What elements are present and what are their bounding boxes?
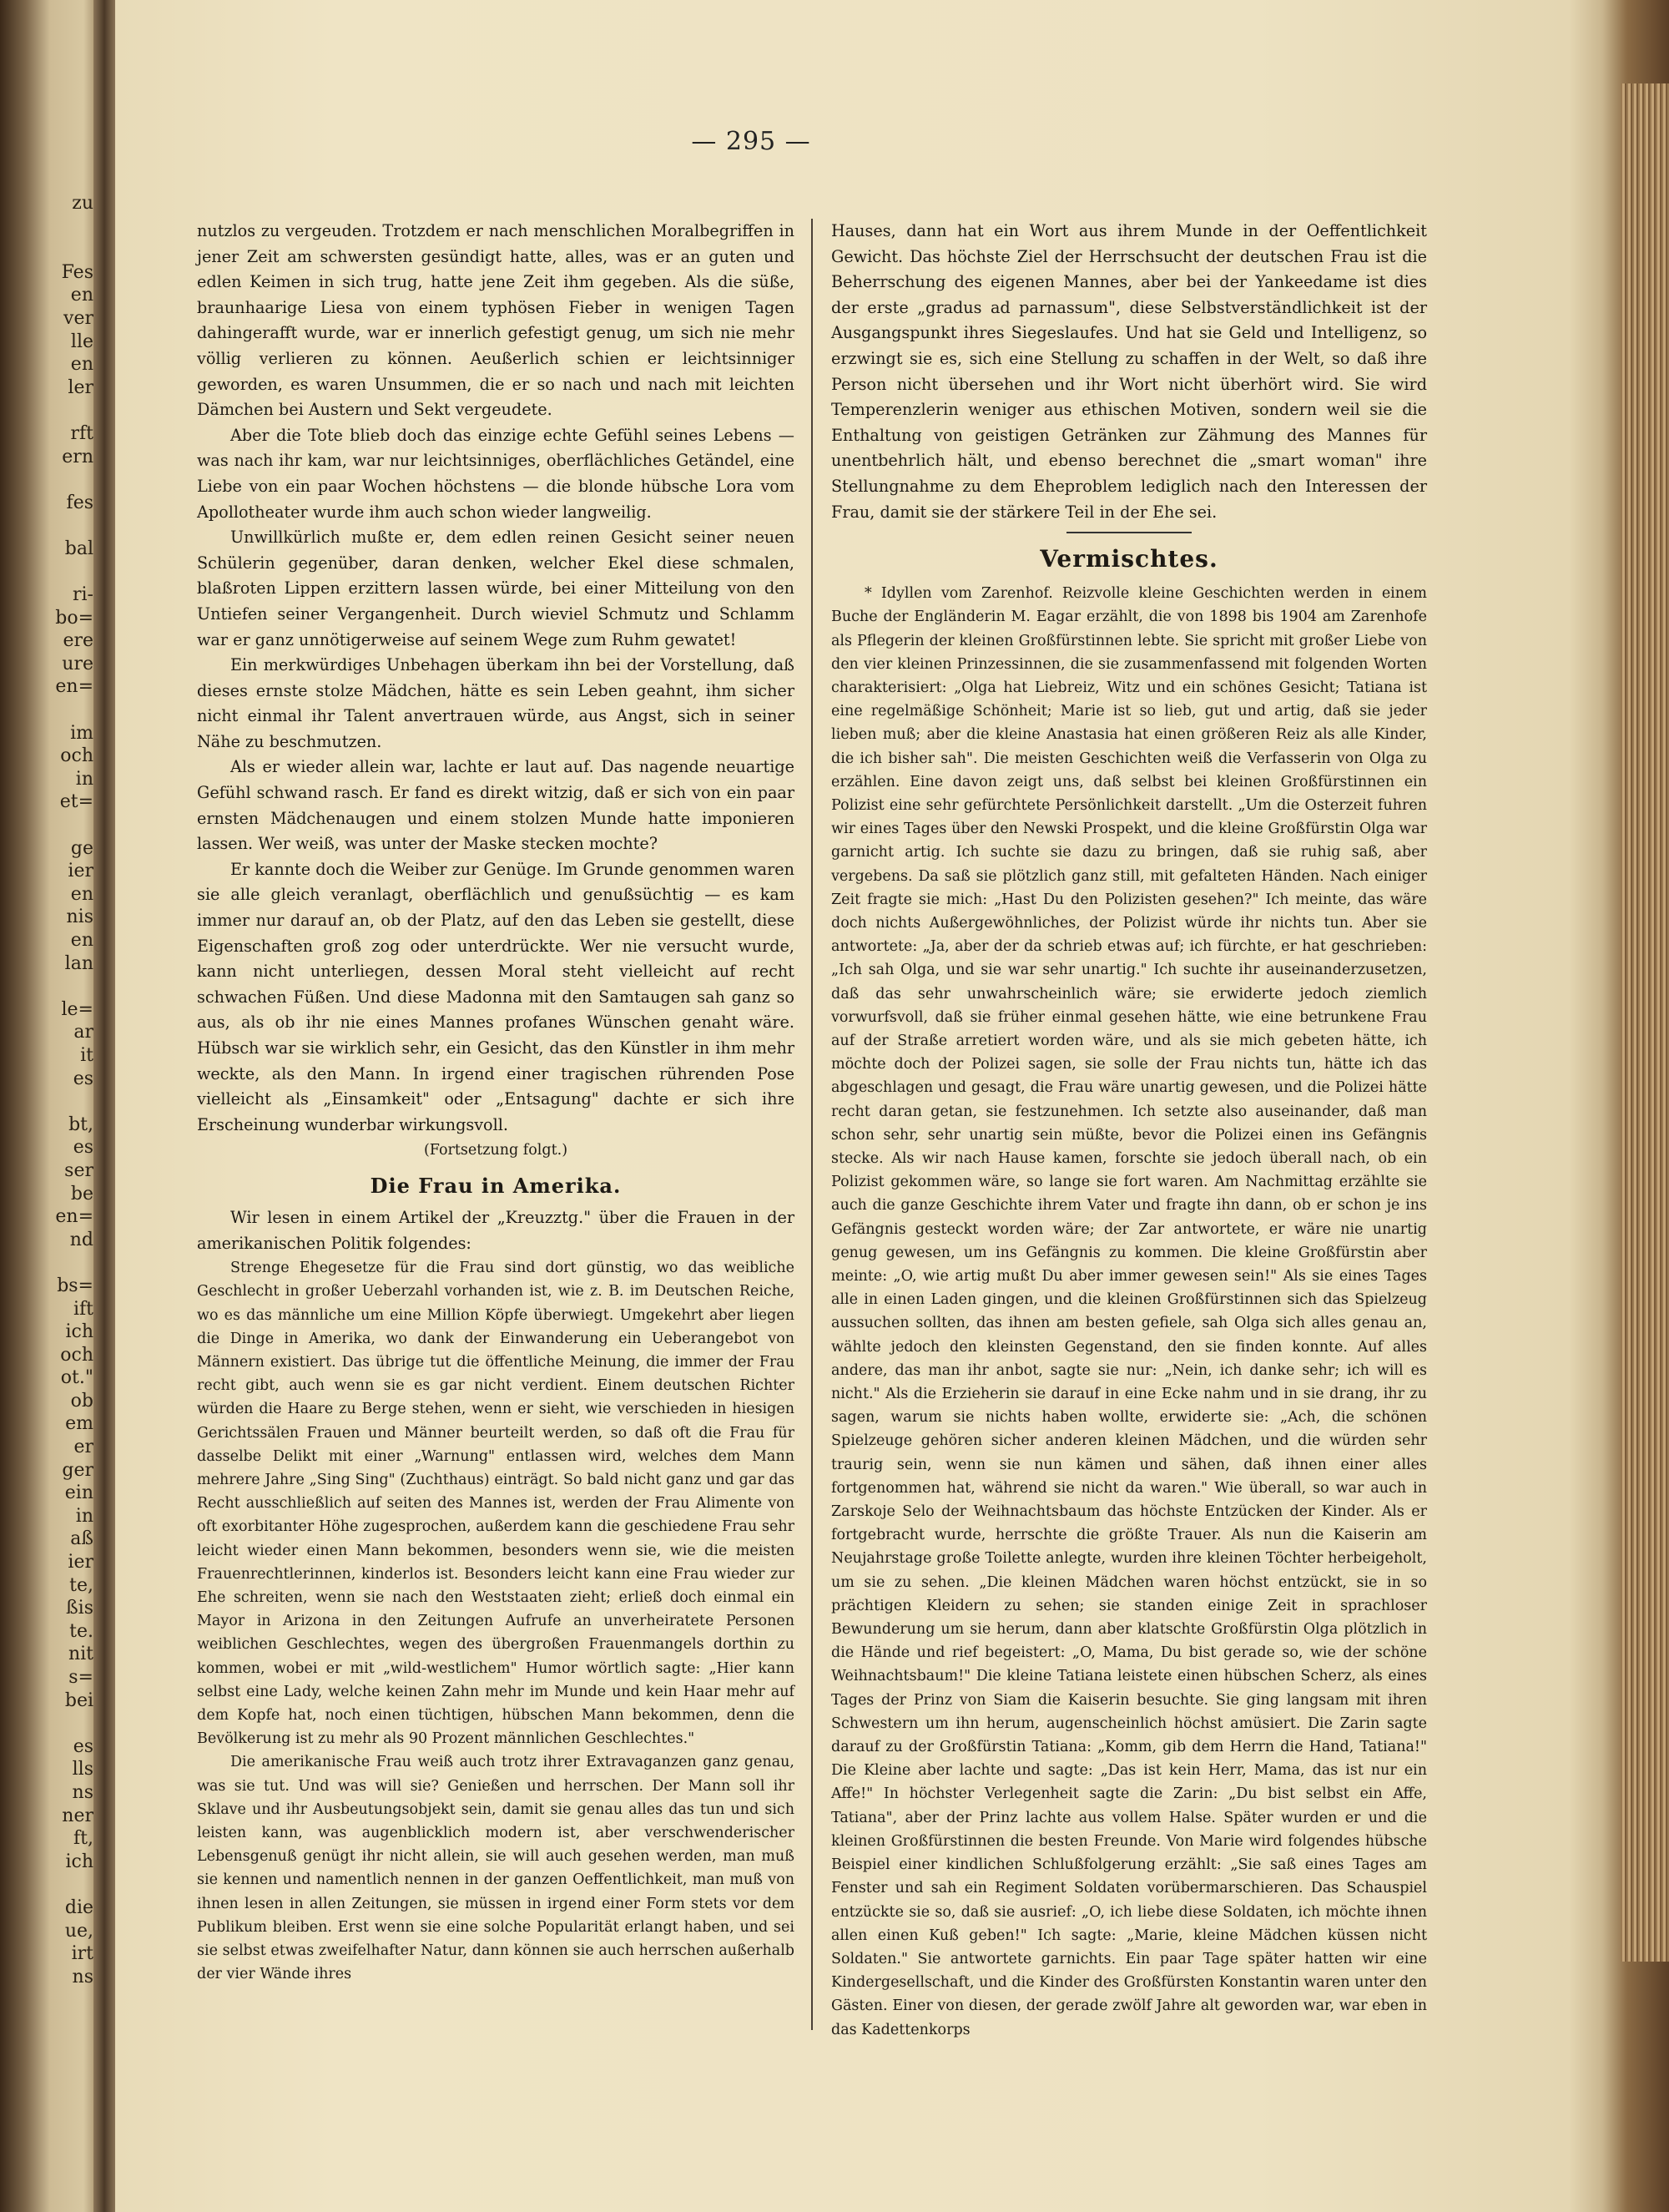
facing-page-fragment: bal (64, 538, 93, 559)
right-column (831, 219, 1427, 2042)
facing-page-fragment: es (73, 1735, 93, 1757)
facing-page-fragment: irt (71, 1943, 93, 1965)
facing-page-fragment: en= (55, 676, 93, 698)
facing-page-fragment (10, 399, 93, 422)
facing-page-fragment (10, 468, 93, 492)
facing-page-fragment (10, 1873, 93, 1896)
facing-page-fragment: ein (64, 1482, 93, 1504)
facing-page-fragment: ob (70, 1390, 93, 1412)
facing-page-fragment (10, 238, 93, 261)
facing-page-fragment: ern (62, 446, 93, 467)
column-rule (811, 219, 813, 2030)
facing-page-fragment (10, 1712, 93, 1735)
facing-page-fragment: s= (68, 1667, 93, 1688)
facing-page-fragment (10, 561, 93, 584)
facing-page-fragment: ger (62, 1459, 93, 1481)
facing-page-fragment: ar (73, 1022, 93, 1043)
facing-page-fragment: ier (68, 861, 93, 882)
facing-page-fragment: lan (64, 952, 93, 974)
facing-page-fragment: es (73, 1068, 93, 1089)
book-gutter (93, 0, 115, 2212)
facing-page-fragment: en (70, 285, 93, 306)
facing-page-fragment: ns (72, 1781, 93, 1803)
article-heading-frau-in-amerika: Die Frau in Amerika. (370, 1173, 622, 1198)
facing-page-fragment: fes (66, 492, 93, 513)
facing-page-fragment: es (73, 1137, 93, 1159)
facing-page-fragment: och (60, 1344, 93, 1366)
facing-page-fragment: ner (62, 1805, 93, 1826)
paragraph: Ein merkwürdiges Unbehagen überkam ihn bei der Vorstellung, daß dieses ernste stolze Mädchen, hätte es sein Leben geahnt, ihm sicher nicht einmal ihr Talent anvertrauen würde, aus Angst, sich in seiner Nähe zu beschmutzen. (197, 655, 794, 751)
facing-page-fragment: ue, (64, 1920, 93, 1942)
facing-page-fragment (10, 699, 93, 722)
left-column (197, 219, 794, 1986)
paragraph: Aber die Tote blieb doch das einzige echte Gefühl seines Lebens — was nach ihr kam, war nur leichtsinniges, oberflächliches Getändel, eine Liebe von ein paar Wochen höchstens — die blonde hübsche Lora vom Apollotheater wurde ihm auch schon wieder langweilig. (197, 425, 794, 522)
facing-page-fragment: ver (63, 307, 93, 329)
facing-page-fragment: ift (73, 1298, 93, 1320)
facing-page-fragment: zu (72, 193, 93, 214)
continuation-note: (Fortsetzung folgt.) (423, 1142, 568, 1159)
facing-page-fragment: ere (63, 630, 93, 652)
paragraph: Wir lesen in einem Artikel der „Kreuzztg." über die Frauen in der amerikanischen Politik folgendes: (197, 1207, 794, 1253)
facing-page-fragment: och (60, 745, 93, 767)
paragraph: nutzlos zu vergeuden. Trotzdem er nach menschlichen Moralbegriffen in jener Zeit am schwersten gesündigt hatte, alles, was er an guten und edlen Keimen in sich trug, hatte jene Zeit ihm gegeben. Als die süße, braunhaarige Liesa von einem typhösen Fieber in wenigen Tagen dahingerafft wurde, war er innerlich gefestigt genug, um sich nie mehr völlig verlieren zu können. Aeußerlich schien er leichtsinniger geworden, es waren Unsummen, die er so nach und nach mit leichten Dämchen bei Austern und Sekt vergeudete. (197, 221, 794, 420)
facing-page-fragment: ure (62, 653, 93, 674)
facing-page-fragment: en (70, 883, 93, 905)
facing-page-fragment: rft (70, 422, 93, 444)
facing-page-fragment: en (70, 354, 93, 376)
facing-page-fragment: er (73, 1437, 93, 1458)
facing-page-fragment: ri- (73, 584, 93, 606)
paragraph: Unwillkürlich mußte er, dem edlen reinen Gesicht seiner neuen Schülerin gegenüber, daran denken, welcher Ekel diese schmalen, blaßroten Lippen erzittern lassen würde, bei einer Mitteilung von den Untiefen seiner Vergangenheit. Durch wieviel Schmutz und Schlamm war er ganz unnötigerweise auf seinem Wege zum Ruhm gewatet! (197, 528, 794, 649)
facing-page-fragment: nd (69, 1229, 93, 1250)
facing-page-fragment: ler (68, 376, 93, 398)
facing-page-fragment: Fes (61, 261, 93, 283)
facing-page-fragment: bo= (55, 607, 93, 629)
page-stack-edge (1621, 83, 1669, 1962)
facing-page-fragment: te, (69, 1574, 93, 1596)
page-number: — 295 — (691, 127, 811, 156)
facing-page-fragment: nit (68, 1644, 93, 1665)
facing-page-line-fragments (10, 192, 93, 1988)
facing-page-fragment: ft, (73, 1828, 93, 1850)
facing-page-fragment: lle (70, 331, 93, 352)
facing-page-fragment (10, 1090, 93, 1114)
facing-page-fragment: ier (68, 1552, 93, 1573)
facing-page-fragment: le= (61, 998, 93, 1020)
facing-page-fragment: en= (55, 1206, 93, 1228)
facing-page-fragment: im (70, 722, 93, 744)
paragraph: Als er wieder allein war, lachte er laut auf. Das nagende neuartige Gefühl schwand rasch. Er fand es direkt witzig, daß er sich von ein paar ernsten Mädchenaugen und einem stolzen Munde hatte imponieren lassen. Wer weiß, was unter der Maske stecken mochte? (197, 757, 794, 854)
facing-page-fragment (10, 215, 93, 239)
paragraph: Er kannte doch die Weiber zur Genüge. Im Grunde genommen waren sie alle gleich veranlagt, oberflächlich und genußsüchtig — es kam immer nur darauf an, ob der Platz, auf den das Leben sie gestellt, diese Eigenschaften groß zog oder unterdrückte. Wer nie versucht wurde, kann nicht unterliegen, dessen Moral steht vielleicht auf recht schwachen Füßen. Und diese Madonna mit den Samtaugen sah ganz so aus, als ob ihr nie eines Mannes profanes Wünschen genaht wäre. Hübsch war sie wirklich sehr, ein Gesicht, das den Künstler in ihm mehr weckte, als den Mann. In irgend einer tragischen rührenden Pose vielleicht als „Einsamkeit" oder „Entsagung" dachte er sich ihre Erscheinung wunderbar wirkungsvoll. (197, 859, 794, 1134)
quoted-paragraph: Strenge Ehegesetze für die Frau sind dort günstig, wo das weibliche Geschlecht in großer Ueberzahl vorhanden ist, wie z. B. im Deutschen Reiche, wo es das männliche um eine Million Köpfe überwiegt. Umgekehrt aber liegen die Dinge in Amerika, wo dank der Einwanderung ein Ueberangebot von Männern existiert. Das übrige tut die öffentliche Meinung, die immer der Frau recht gibt, auch wenn sie es gar nicht verdient. Einem deutschen Richter würden die Haare zu Berge stehen, wenn er sieht, wie verschieden in hiesigen Gerichtssälen Frauen und Männer beurteilt werden, so daß oft die Frau für dasselbe Delikt mit einer „Warnung" entlassen wird, welches dem Mann mehrere Jahre „Sing Sing" (Zuchthaus) einträgt. So bald nicht ganz und gar das Recht ausschließlich auf seiten des Mannes ist, werden der Frau Alimente von oft exorbitanter Höhe zugesprochen, außerdem kann die geschiedene Frau sehr leicht wieder einen Mann bekommen, besonders wenn sie, wie die meisten Frauenrechtlerinnen, kinderlos ist. Besonders leicht kann eine Frau wieder zur Ehe schreiten, wenn sie nach den Weststaaten zieht; erließ doch einmal ein Mayor in Arizona in den Zeitungen Aufrufe an unverheiratete Personen weiblichen Geschlechtes, wegen des übergroßen Frauenmangels dorthin zu kommen, wobei er mit „wild-westlichem" Humor wörtlich sagte: „Hier kann selbst eine Lady, welche keinen Zahn mehr im Munde und kein Haar mehr auf dem Kopfe hat, noch einen tüchtigen, hübschen Mann bekommen, denn die Bevölkerung ist zu mehr als 90 Prozent männlichen Geschlechtes." (197, 1260, 794, 1748)
facing-page-fragment: ich (65, 1321, 93, 1343)
section-rule (1066, 532, 1192, 533)
facing-page-fragment: te. (69, 1620, 93, 1642)
facing-page-fragment: bt, (68, 1114, 93, 1135)
facing-page-fragment (10, 814, 93, 837)
facing-page-fragment: aß (70, 1528, 93, 1550)
paragraph: * Idyllen vom Zarenhof. Reizvolle kleine Geschichten werden in einem Buche der Engländerin M. Eagar erzählt, die von 1898 bis 1904 am Zarenhofe als Pflegerin der kleinen Großfürstinnen lebte. Sie spricht mit großer Liebe von den vier kleinen Prinzessinnen, die sie zusammenfassend mit folgenden Worten charakterisiert: „Olga hat Liebreiz, Witz und ein schönes Gesicht; Tatiana ist eine regelmäßige Schönheit; Marie ist so lieb, gut und artig, daß sie jeder lieben muß; aber die kleine Anastasia hat einen größeren Reiz als alle Kinder, die ich bisher sah". Die meisten Geschichten weiß die Verfasserin von Olga zu erzählen. Eine davon zeigt uns, daß selbst bei kleinen Großfürstinnen ein Polizist eine sehr gefürchtete Persönlichkeit darstellt. „Um die Osterzeit fuhren wir eines Tages über den Newski Prospekt, und die kleine Großfürstin Olga war garnicht artig. Ich suchte sie dazu zu bringen, daß sie ruhig saß, aber vergebens. Da saß sie plötzlich ganz still, mit gefalteten Händen. Nach einiger Zeit fragte sie mich: „Hast Du den Polizisten gesehen?" Ich meinte, das wäre doch nichts Außergewöhnliches, der Polizist würde ihr nichts tun. Aber sie antwortete: „Ja, aber der da schrieb etwas auf; ich fürchte, er hat geschrieben: „Ich sah Olga, und sie war sehr unartig." Ich suchte ihr auseinanderzusetzen, daß das sehr unwahrscheinlich wäre; sie erwiderte jedoch ziemlich vorwurfsvoll, daß sie früher einmal gesehen hätte, wie eine betrunkene Frau auf der Straße arretiert worden wäre, und als sie mich gebeten hätte, ich möchte doch der Polizei sagen, sie solle der Frau nichts tun, hätte ich das abgeschlagen und gesagt, die Frau wäre unartig gewesen, und die Polizei hätte recht daran getan, sie festzunehmen. Ich setzte also auseinander, daß man schon sehr, sehr unartig sein müßte, bevor die Polizei einen ins Gefängnis stecke. Als wir nach Hause kamen, forschte sie jedoch überall nach, ob ein Polizist gekommen wäre, so lange sie fort waren. Am Nachmittag erzählte sie auch die ganze Geschichte ihrem Vater und fragte ihn dann, ob er schon je ins Gefängnis gesteckt worden wäre; der Zar antwortete, er wäre nie unartig genug gewesen, um ins Gefängnis zu kommen. Die kleine Großfürstin aber meinte: „O, wie artig mußt Du aber immer gewesen sein!" Als sie eines Tages alle in einen Laden gingen, und die kleinen Großfürstinnen sich das Spielzeug aussuchen sollten, das ihnen am besten gefiele, sah Olga sich alles genau an, wählte jedoch den kleinsten Gegenstand, den sie finden konnte. Auf alles andere, das man ihr anbot, sagte sie nur: „Nein, ich danke sehr; ich will es nicht." Als die Erzieherin sie darauf in eine Ecke nahm und in sie drang, ihr zu sagen, warum sie nichts haben wollte, erwiderte sie: „Ach, die schönen Spielzeuge gehören sicher anderen kleinen Mädchen, und die würden sehr traurig sein, wenn sie nun kämen und sähen, daß ihnen einer alles fortgenommen hat, während sie nicht da waren." Wie überall, so war auch in Zarskoje Selo der Weihnachtsbaum das höchste Entzücken der Kinder. Als er fortgebracht wurde, herrschte die größte Trauer. Als nun die Kaiserin am Neujahrstage große Toilette anlegte, wurden ihre kleinen Töchter herbeigeholt, um sie zu sehen. „Die kleinen Mädchen waren höchst entzückt, sie in so prächtigen Kleidern zu sehen; sie standen einige Zeit in sprachloser Bewunderung um sie herum, dann aber klatschte Großfürstin Olga plötzlich in die Hände und rief begeistert: „O, Mama, Du bist gerade so, wie der schöne Weihnachtsbaum!" Die kleine Tatiana leistete einen hübschen Scherz, als eines Tages der Prinz von Siam die Kaiserin besuchte. Sie ging langsam mit ihren Schwestern um ihn herum, augenscheinlich höchst amüsiert. Die Zarin sagte darauf zu der Großfürstin Tatiana: „Komm, gib dem Herrn die Hand, Tatiana!" Die Kleine aber lachte und sagte: „Das ist kein Herr, Mama, das ist nur ein Affe!" In höchster Verlegenheit sagte die Zarin: „Du bist selbst ein Affe, Tatiana", aber der Prinz lachte aus vollem Halse. Später wurden er und die kleinen Großfürstinnen die besten Freunde. Von Marie wird folgendes hübsche Beispiel einer kindlichen Schlußfolgerung erzählt: „Sie saß eines Tages am Fenster und sah ein Regiment Soldaten vorübermarschieren. Das Schauspiel entzückte sie so, daß sie ausrief: „O, ich liebe diese Soldaten, ich möchte ihnen allen einen Kuß geben!" Ich sagte: „Marie, kleine Mädchen küssen nicht Soldaten." Sie antwortete garnichts. Ein paar Tage später hatten wir eine Kindergesellschaft, und die Kinder des Großfürsten Konstantin waren unter den Gästen. Einer von diesen, der gerade zwölf Jahre alt geworden war, war eben in das Kadettenkorps (831, 585, 1427, 2038)
facing-page-fragment: ge (70, 837, 93, 859)
facing-page-fragment: em (65, 1413, 93, 1435)
facing-page-fragment: lls (72, 1759, 93, 1780)
facing-page-fragment: ser (64, 1159, 93, 1181)
facing-page-fragment: ot." (60, 1367, 93, 1389)
section-heading-vermischtes: Vermischtes. (1040, 545, 1218, 573)
facing-page-fragment: it (80, 1044, 93, 1066)
facing-page-fragment: et= (59, 791, 93, 813)
facing-page-fragment: ßis (65, 1598, 93, 1619)
facing-page-fragment: en (70, 930, 93, 951)
facing-page-fragment (10, 1251, 93, 1275)
facing-page-fragment: ich (65, 1851, 93, 1872)
facing-page-fragment: die (64, 1896, 93, 1918)
paragraph: Hauses, dann hat ein Wort aus ihrem Munde in der Oeffentlichkeit Gewicht. Das höchste Ziel der Herrschsucht der deutschen Frau ist die Beherrschung des eigenen Mannes, aber bei der Yankeedame ist dies der erste „gradus ad parnassum", diese Selbstverständlichkeit ist der Ausgangspunkt ihres Siegeslaufes. Und hat sie Geld und Intelligenz, so erzwingt sie es, sich eine Stellung zu schaffen in der Welt, so daß ihre Person nicht übersehen und ihr Wort nicht überhört wird. Sie wird Temperenzlerin weniger aus ethischen Motiven, sondern weil sie die Enthaltung von geistigen Getränken zur Zähmung des Mannes für unentbehrlich hält, und ebenso berechnet die „smart woman" ihre Stellungnahme zu dem Eheproblem lediglich nach den Interessen der Frau, damit sie der stärkere Teil in der Ehe sei. (831, 221, 1427, 522)
facing-page-edge (0, 0, 98, 2212)
facing-page-fragment: be (70, 1183, 93, 1204)
facing-page-fragment: ns (72, 1966, 93, 1987)
facing-page-fragment: nis (66, 907, 93, 928)
facing-page-fragment: bei (64, 1689, 93, 1711)
facing-page-fragment: in (75, 768, 93, 790)
quoted-paragraph: Die amerikanische Frau weiß auch trotz ihrer Extravaganzen ganz genau, was sie tut. Und was will sie? Genießen und herrschen. Der Mann soll ihr Sklave und ihr Ausbeutungsobjekt sein, damit sie genau alles das tun und sich leisten kann, was augenblicklich modern ist, aber verschwenderischer Lebensgenuß genügt ihr nicht allein, sie will auch gesehen werden, man muß sie kennen und namentlich nennen in der ganzen Oeffentlichkeit, man muß von ihnen lesen in allen Zeitungen, sie müssen in irgend einer Form stets vor dem Publikum bleiben. Erst wenn sie eine solche Popularität erlangt haben, und sei sie selbst etwas zweifelhafter Natur, dann können sie auch herrschen außerhalb der vier Wände ihres (197, 1754, 794, 1983)
facing-page-fragment (10, 975, 93, 998)
facing-page-fragment (10, 514, 93, 538)
facing-page-fragment: in (75, 1505, 93, 1527)
facing-page-fragment: bs= (57, 1275, 93, 1296)
